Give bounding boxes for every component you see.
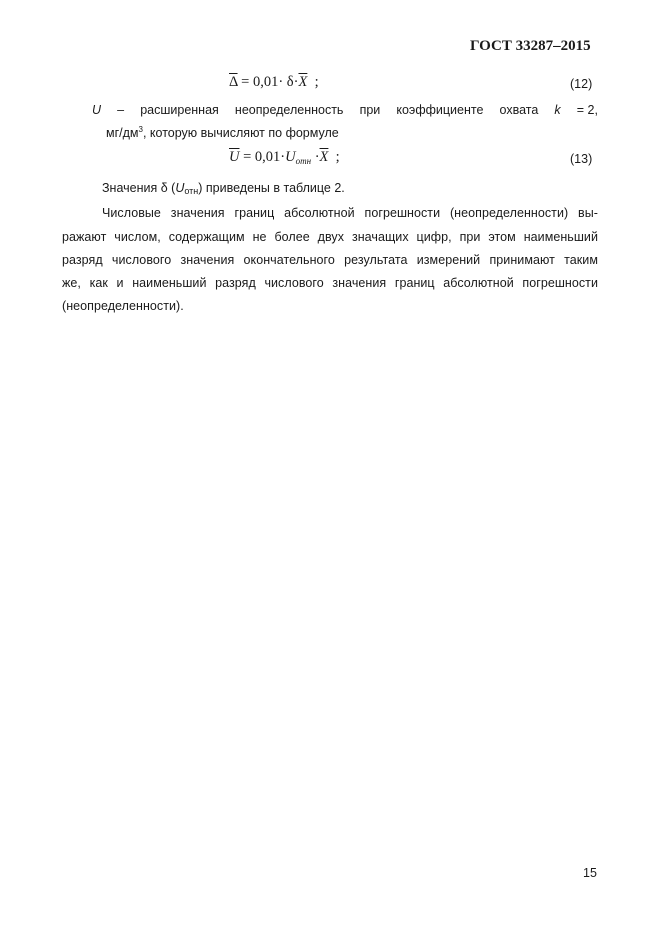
values-note-prefix: Значения δ ( bbox=[102, 181, 176, 195]
def-u-k: k bbox=[554, 103, 561, 117]
formula-13-eq: = 0,01· bbox=[243, 149, 286, 165]
formula-12-semicolon: ; bbox=[314, 74, 319, 90]
formula-12-delta: δ bbox=[286, 74, 294, 90]
paragraph-line-4: же, как и наименьший разряд числового значения границ абсолютной погрешности bbox=[62, 276, 598, 290]
formula-13-semicolon: ; bbox=[335, 149, 340, 165]
values-note-u: U bbox=[175, 181, 185, 195]
standard-header: ГОСТ 33287–2015 bbox=[470, 38, 591, 54]
formula-13-sub: отн bbox=[295, 156, 312, 166]
paragraph-line-1: Числовые значения границ абсолютной погрешности (неопределенности) вы- bbox=[102, 206, 598, 220]
def-u-k-value: = 2, bbox=[576, 103, 598, 117]
def-u-symbol: U bbox=[92, 103, 102, 117]
paragraph-line-5: (неопределенности). bbox=[62, 299, 184, 313]
values-note-sub: отн bbox=[184, 186, 199, 196]
formula-13-u: U bbox=[285, 149, 296, 165]
formula-12-x: $\overline{X}$ bbox=[298, 74, 308, 90]
values-note bbox=[102, 181, 345, 196]
formula-12-eq: = 0,01· bbox=[241, 74, 284, 90]
formula-13-number: (13) bbox=[570, 152, 593, 166]
def-u-word-2: неопределенность bbox=[234, 103, 344, 117]
def-u-unit-exp: 3 bbox=[138, 125, 143, 134]
formula-12-number: (12) bbox=[570, 77, 593, 91]
formula-13-dot: · bbox=[314, 149, 320, 165]
def-u-tail: , которую вычисляют по формуле bbox=[142, 126, 339, 140]
def-u-word-5: охвата bbox=[499, 103, 539, 117]
formula-12 bbox=[229, 74, 319, 91]
formula-12-dot: · bbox=[293, 74, 299, 90]
definition-u-continuation bbox=[106, 126, 339, 140]
page-number: 15 bbox=[583, 866, 597, 880]
def-u-word-1: расширенная bbox=[140, 103, 219, 117]
definition-u-line bbox=[92, 103, 598, 117]
def-u-unit: мг/дм bbox=[106, 126, 139, 140]
paragraph-line-3: разряд числового значения окончательного результата измерений принимают таким bbox=[62, 253, 598, 267]
def-u-word-4: коэффициенте bbox=[396, 103, 484, 117]
formula-12-lhs: $\overline{\Delta}$ bbox=[229, 74, 238, 90]
def-u-dash: – bbox=[117, 103, 125, 117]
formula-13-x: $\overline{X}$ bbox=[319, 149, 329, 165]
values-note-suffix: ) приведены в таблице 2. bbox=[198, 181, 345, 195]
def-u-word-3: при bbox=[359, 103, 381, 117]
paragraph-line-2: ражают числом, содержащим не более двух значащих цифр, при этом наименьший bbox=[62, 230, 598, 244]
formula-13 bbox=[229, 149, 340, 166]
formula-13-lhs: $\overline{U}$ bbox=[229, 149, 240, 165]
